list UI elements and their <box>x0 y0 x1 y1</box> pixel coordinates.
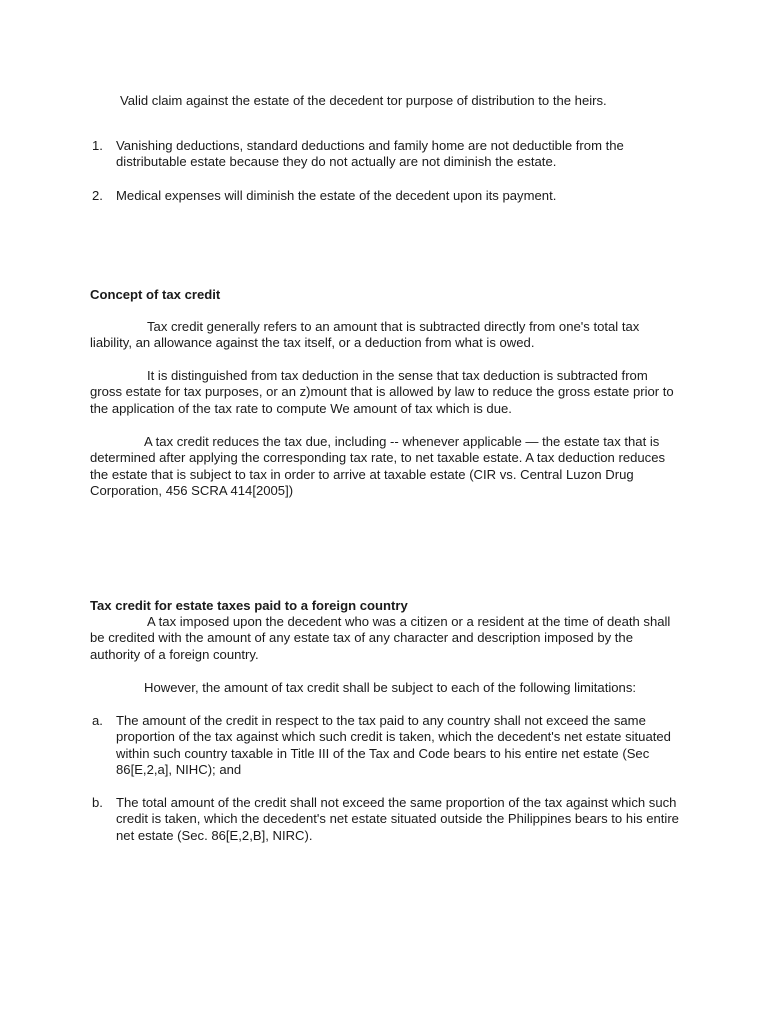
list-item <box>90 138 680 171</box>
list-item-text: Vanishing deductions, standard deductions and family home are not deductible from the distributable estate because they do not actually are not diminish the estate. <box>116 138 624 170</box>
paragraph: A tax imposed upon the decedent who was a citizen or a resident at the time of death shall be credited with the amount of any estate tax of any character and description imposed by the authority of a foreign country. <box>90 614 671 662</box>
list-item <box>90 713 680 778</box>
list-item <box>90 795 680 844</box>
paragraph: However, the amount of tax credit shall be subject to each of the following limitations: <box>144 680 637 695</box>
list-item <box>90 188 680 204</box>
list-marker: 2. <box>92 188 103 203</box>
paragraph: Tax credit generally refers to an amount that is subtracted directly from one's total tax liability, an allowance against the tax itself, or a deduction from what is owed. <box>90 319 640 351</box>
list-item-text: Medical expenses will diminish the estate of the decedent upon its payment. <box>116 188 557 203</box>
list-marker: 1. <box>92 138 103 153</box>
list-item-text: The total amount of the credit shall not exceed the same proportion of the tax against which such credit is taken, which the decedent's net estate situated outside the Philippines bears to his entire net estate (Sec. 86[E,2,B], NIRC). <box>116 795 679 843</box>
list-marker: b. <box>92 795 103 810</box>
paragraph: It is distinguished from tax deduction in the sense that tax deduction is subtracted from gross estate for tax purposes, or an z)mount that is allowed by law to reduce the gross estate prior to the application of the tax rate to compute We amount of tax which is due. <box>90 368 674 416</box>
paragraph: A tax credit reduces the tax due, including -- whenever applicable — the estate tax that is determined after applying the corresponding tax rate, to net taxable estate. A tax deduction reduces the estate that is subject to tax in order to arrive at taxable estate (CIR vs. Central Luzon Drug Corporation, 456 SCRA 414[2005]) <box>90 434 666 498</box>
list-item-text: The amount of the credit in respect to the tax paid to any country shall not exceed the same proportion of the tax against which such credit is taken, which the decedent's net estate situated within such country taxable in Title III of the Tax and Code bears to his entire net estate (Sec 86[E,2,a], NIHC); and <box>116 713 671 777</box>
section-heading-concept: Concept of tax credit <box>90 287 221 302</box>
section-heading-foreign: Tax credit for estate taxes paid to a foreign country <box>90 598 408 613</box>
list-marker: a. <box>92 713 103 728</box>
intro-paragraph: Valid claim against the estate of the decedent tor purpose of distribution to the heirs. <box>120 93 607 108</box>
